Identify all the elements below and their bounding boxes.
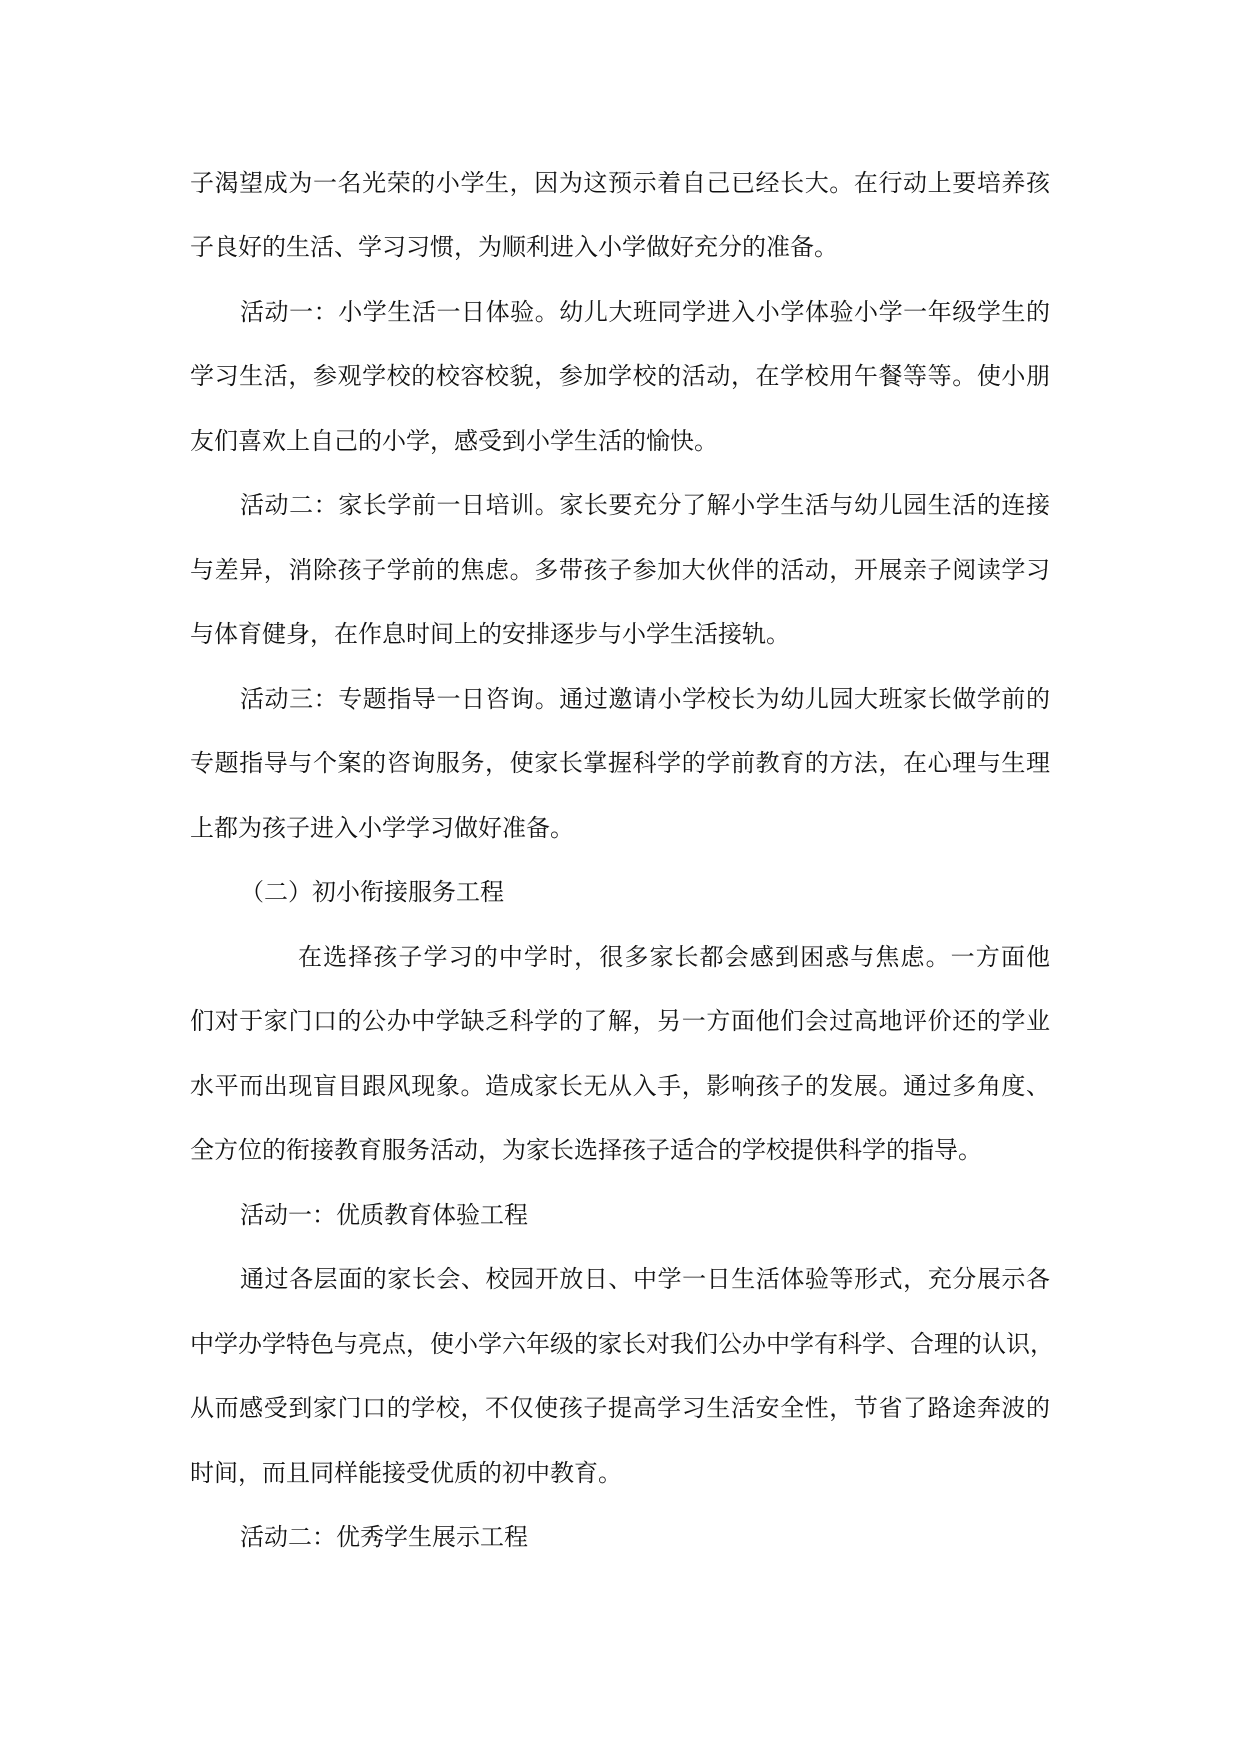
paragraph-line: 中学办学特色与亮点，使小学六年级的家长对我们公办中学有科学、合理的认识， xyxy=(190,1330,1054,1358)
paragraph-line: 专题指导与个案的咨询服务，使家长掌握科学的学前教育的方法，在心理与生理 xyxy=(190,749,1050,777)
paragraph-line: 们对于家门口的公办中学缺乏科学的了解，另一方面他们会过高地评价还的学业 xyxy=(190,1007,1050,1035)
activity-heading: 活动二：优秀学生展示工程 xyxy=(240,1523,528,1551)
paragraph-line: 全方位的衔接教育服务活动，为家长选择孩子适合的学校提供科学的指导。 xyxy=(190,1136,982,1164)
paragraph-line: 子良好的生活、学习习惯，为顺利进入小学做好充分的准备。 xyxy=(190,233,838,261)
activity-heading: 活动一：优质教育体验工程 xyxy=(240,1201,528,1229)
paragraph-line: 活动二：家长学前一日培训。家长要充分了解小学生活与幼儿园生活的连接 xyxy=(240,491,1050,519)
paragraph-line: 时间，而且同样能接受优质的初中教育。 xyxy=(190,1459,622,1487)
paragraph-line: 友们喜欢上自己的小学，感受到小学生活的愉快。 xyxy=(190,427,718,455)
paragraph-line: 子渴望成为一名光荣的小学生，因为这预示着自己已经长大。在行动上要培养孩 xyxy=(190,169,1050,197)
section-heading: （二）初小衔接服务工程 xyxy=(240,878,504,906)
paragraph-line: 上都为孩子进入小学学习做好准备。 xyxy=(190,814,574,842)
paragraph-line: 与体育健身，在作息时间上的安排逐步与小学生活接轨。 xyxy=(190,620,790,648)
paragraph-line: 活动三：专题指导一日咨询。通过邀请小学校长为幼儿园大班家长做学前的 xyxy=(240,685,1050,713)
paragraph-line: 在选择孩子学习的中学时，很多家长都会感到困惑与焦虑。一方面他 xyxy=(298,943,1050,971)
paragraph-line: 通过各层面的家长会、校园开放日、中学一日生活体验等形式，充分展示各 xyxy=(240,1265,1050,1293)
paragraph-line: 与差异，消除孩子学前的焦虑。多带孩子参加大伙伴的活动，开展亲子阅读学习 xyxy=(190,556,1050,584)
paragraph-line: 活动一：小学生活一日体验。幼儿大班同学进入小学体验小学一年级学生的 xyxy=(240,298,1050,326)
paragraph-line: 学习生活，参观学校的校容校貌，参加学校的活动，在学校用午餐等等。使小朋 xyxy=(190,362,1050,390)
paragraph-line: 水平而出现盲目跟风现象。造成家长无从入手，影响孩子的发展。通过多角度、 xyxy=(190,1072,1050,1100)
paragraph-line: 从而感受到家门口的学校，不仅使孩子提高学习生活安全性，节省了路途奔波的 xyxy=(190,1394,1050,1422)
